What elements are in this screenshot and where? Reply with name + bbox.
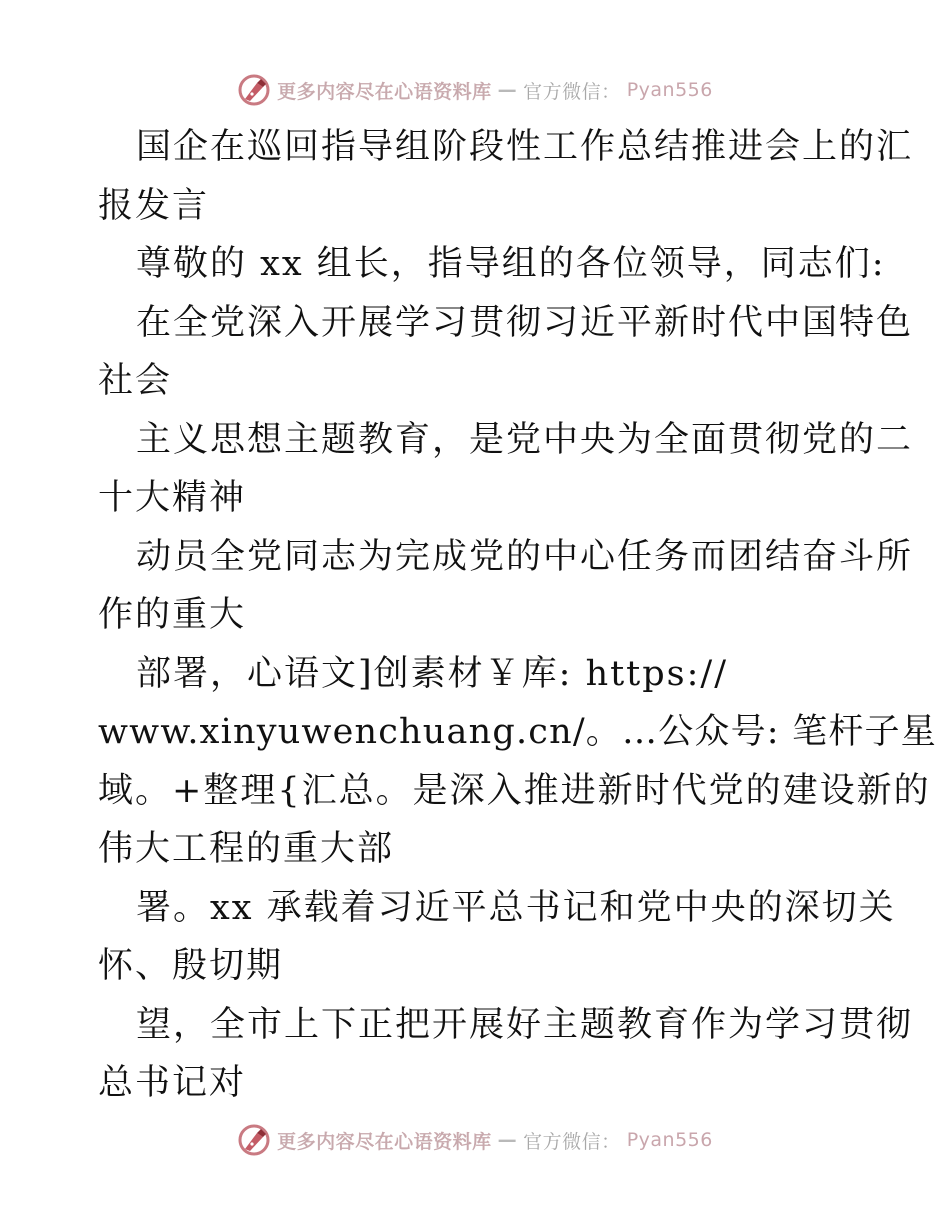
pen-nib-logo-icon — [237, 73, 271, 107]
footer-watermark — [0, 1120, 950, 1160]
paragraph-line: 作的重大 — [98, 595, 247, 635]
paragraph-line: 在全党深入开展学习贯彻习近平新时代中国特色 — [136, 302, 914, 343]
paragraph-line: 望，全市上下正把开展好主题教育作为学习贯彻 — [136, 1004, 914, 1045]
paragraph-line: 社会 — [98, 361, 173, 401]
watermark-separator: — — [497, 1129, 518, 1151]
watermark-separator: — — [497, 79, 518, 101]
watermark-main-text: 更多内容尽在心语资料库 — [277, 1130, 492, 1153]
title-line-2: 报发言 — [98, 185, 210, 226]
paragraph-line: 十大精神 — [98, 478, 247, 518]
watermark-sub-text: 官方微信： — [523, 80, 621, 103]
paragraph-line: 署。xx 承载着习近平总书记和党中央的深切关 — [136, 887, 896, 928]
watermark-sub-text: 官方微信： — [523, 1130, 621, 1153]
header-watermark — [0, 70, 950, 110]
paragraph-line: 总书记对 — [98, 1063, 247, 1103]
pen-nib-logo-icon — [237, 1123, 271, 1157]
paragraph-line: 部署，心语文]创素材￥库: https:// — [136, 653, 728, 694]
watermark-wechat-id: Pyan556 — [626, 79, 713, 101]
title-line-1: 国企在巡回指导组阶段性工作总结推进会上的汇 — [136, 127, 914, 167]
watermark-main-text: 更多内容尽在心语资料库 — [277, 80, 492, 103]
paragraph-line: 怀、殷切期 — [98, 946, 284, 986]
salutation-line: 尊敬的 xx 组长，指导组的各位领导，同志们: — [136, 244, 886, 284]
paragraph-line: 动员全党同志为完成党的中心任务而团结奋斗所 — [136, 536, 914, 577]
paragraph-line: 主义思想主题教育，是党中央为全面贯彻党的二 — [136, 419, 914, 460]
watermark-wechat-id: Pyan556 — [626, 1129, 713, 1151]
url-line: www.xinyuwenchuang.cn/。…公众号: 笔杆子星 — [98, 712, 937, 752]
paragraph-line: 域。+整理{汇总。是深入推进新时代党的建设新的 — [98, 770, 931, 811]
paragraph-line: 伟大工程的重大部 — [98, 829, 395, 869]
document-body — [98, 118, 937, 1113]
